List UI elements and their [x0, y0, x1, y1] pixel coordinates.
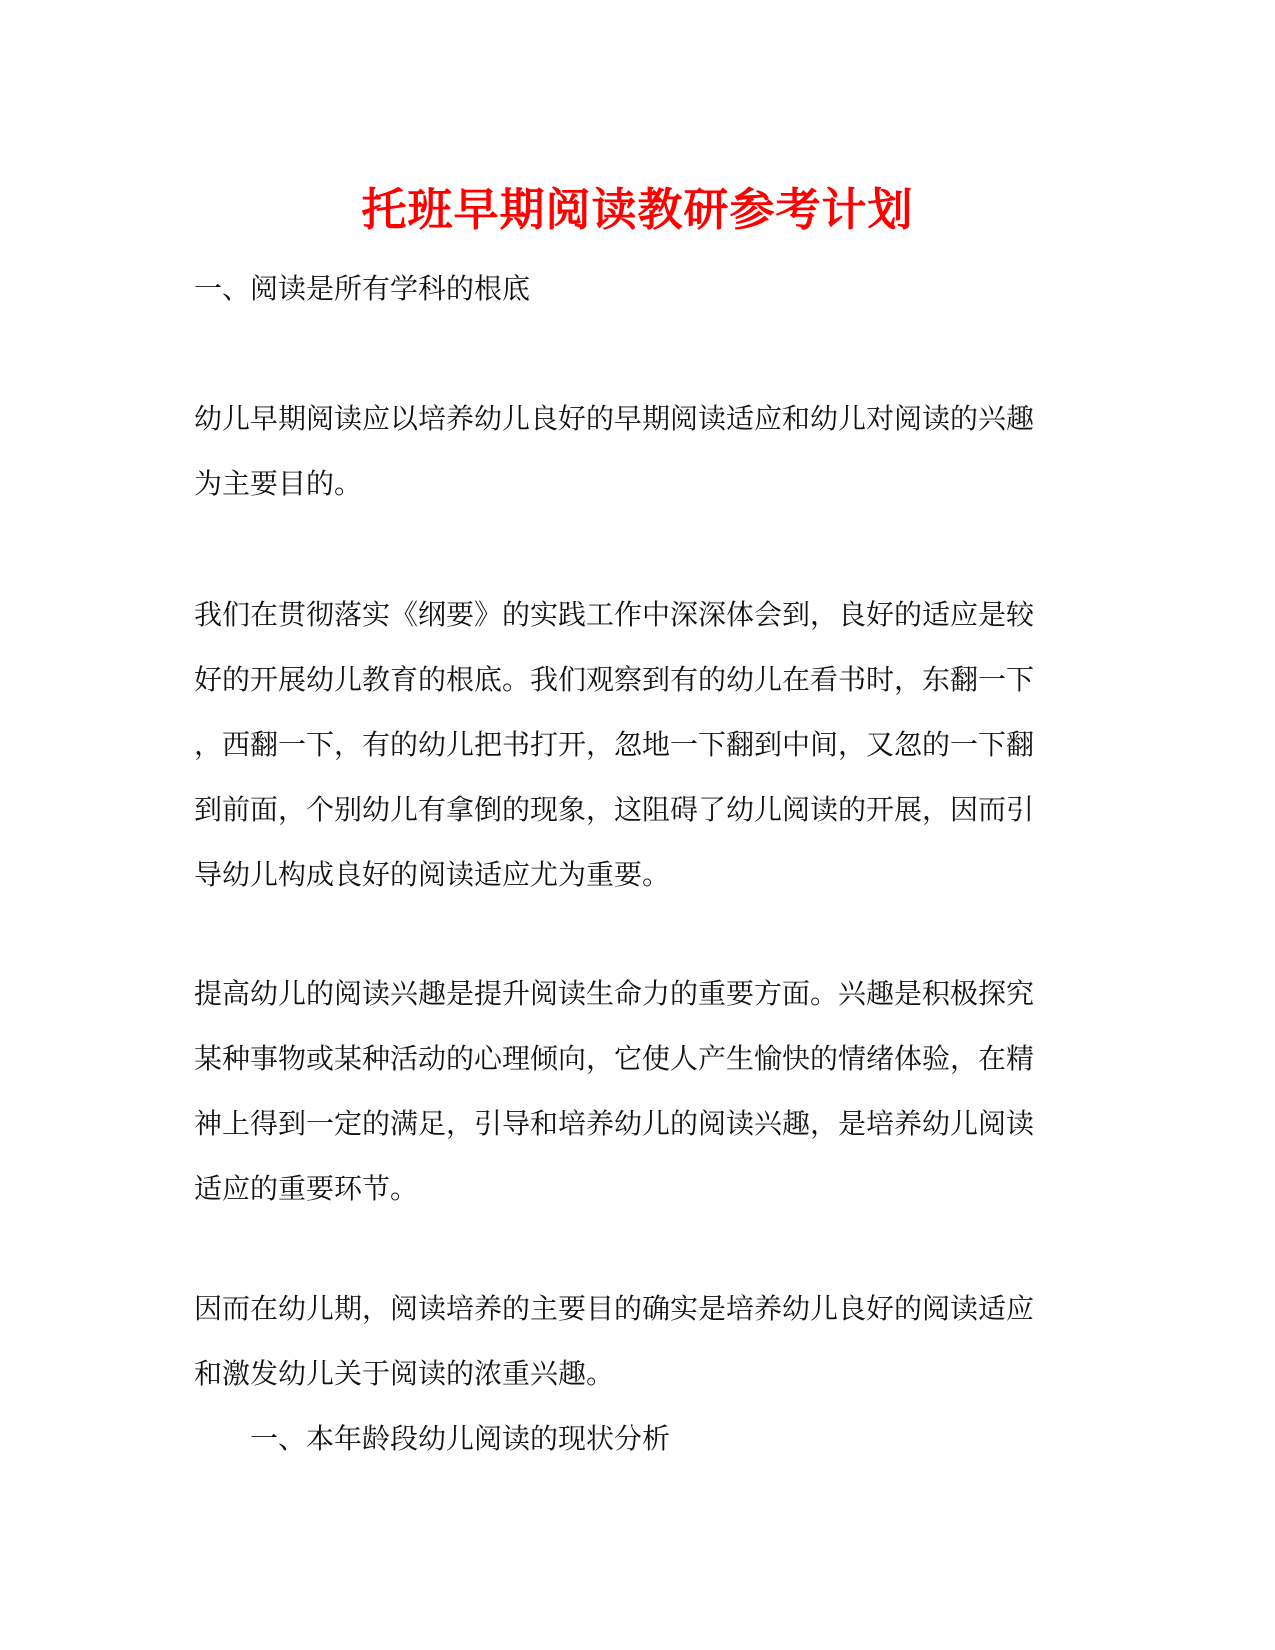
paragraph-line: 到前面，个别幼儿有拿倒的现象，这阻碍了幼儿阅读的开展，因而引 — [194, 793, 1035, 826]
paragraph-line: 幼儿早期阅读应以培养幼儿良好的早期阅读适应和幼儿对阅读的兴趣 — [194, 402, 1035, 435]
paragraph-line: 神上得到一定的满足，引导和培养幼儿的阅读兴趣，是培养幼儿阅读 — [194, 1107, 1035, 1140]
document-title: 托班早期阅读教研参考计划 — [361, 183, 914, 236]
paragraph-4 — [194, 1276, 1074, 1406]
paragraph-3 — [194, 961, 1074, 1221]
paragraph-line: 我们在贯彻落实《纲要》的实践工作中深深体会到，良好的适应是较 — [194, 598, 1035, 631]
section-heading-2 — [250, 1406, 1130, 1471]
paragraph-2 — [194, 582, 1074, 907]
paragraph-line: 和激发幼儿关于阅读的浓重兴趣。 — [194, 1357, 615, 1390]
paragraph-line: 某种事物或某种活动的心理倾向，它使人产生愉快的情绪体验，在精 — [194, 1042, 1035, 1075]
paragraph-line: 为主要目的。 — [194, 467, 363, 500]
heading-text: 一、阅读是所有学科的根底 — [194, 272, 531, 305]
paragraph-1 — [194, 386, 1074, 516]
heading-text: 一、本年龄段幼儿阅读的现状分析 — [250, 1422, 671, 1455]
section-heading-1 — [194, 256, 1074, 321]
paragraph-line: 好的开展幼儿教育的根底。我们观察到有的幼儿在看书时，东翻一下 — [194, 663, 1035, 696]
paragraph-line: 导幼儿构成良好的阅读适应尤为重要。 — [194, 858, 671, 891]
paragraph-line: ，西翻一下，有的幼儿把书打开，忽地一下翻到中间，又忽的一下翻 — [194, 728, 1035, 761]
paragraph-line: 因而在幼儿期，阅读培养的主要目的确实是培养幼儿良好的阅读适应 — [194, 1292, 1035, 1325]
paragraph-line: 提高幼儿的阅读兴趣是提升阅读生命力的重要方面。兴趣是积极探究 — [194, 977, 1035, 1010]
paragraph-line: 适应的重要环节。 — [194, 1172, 419, 1205]
